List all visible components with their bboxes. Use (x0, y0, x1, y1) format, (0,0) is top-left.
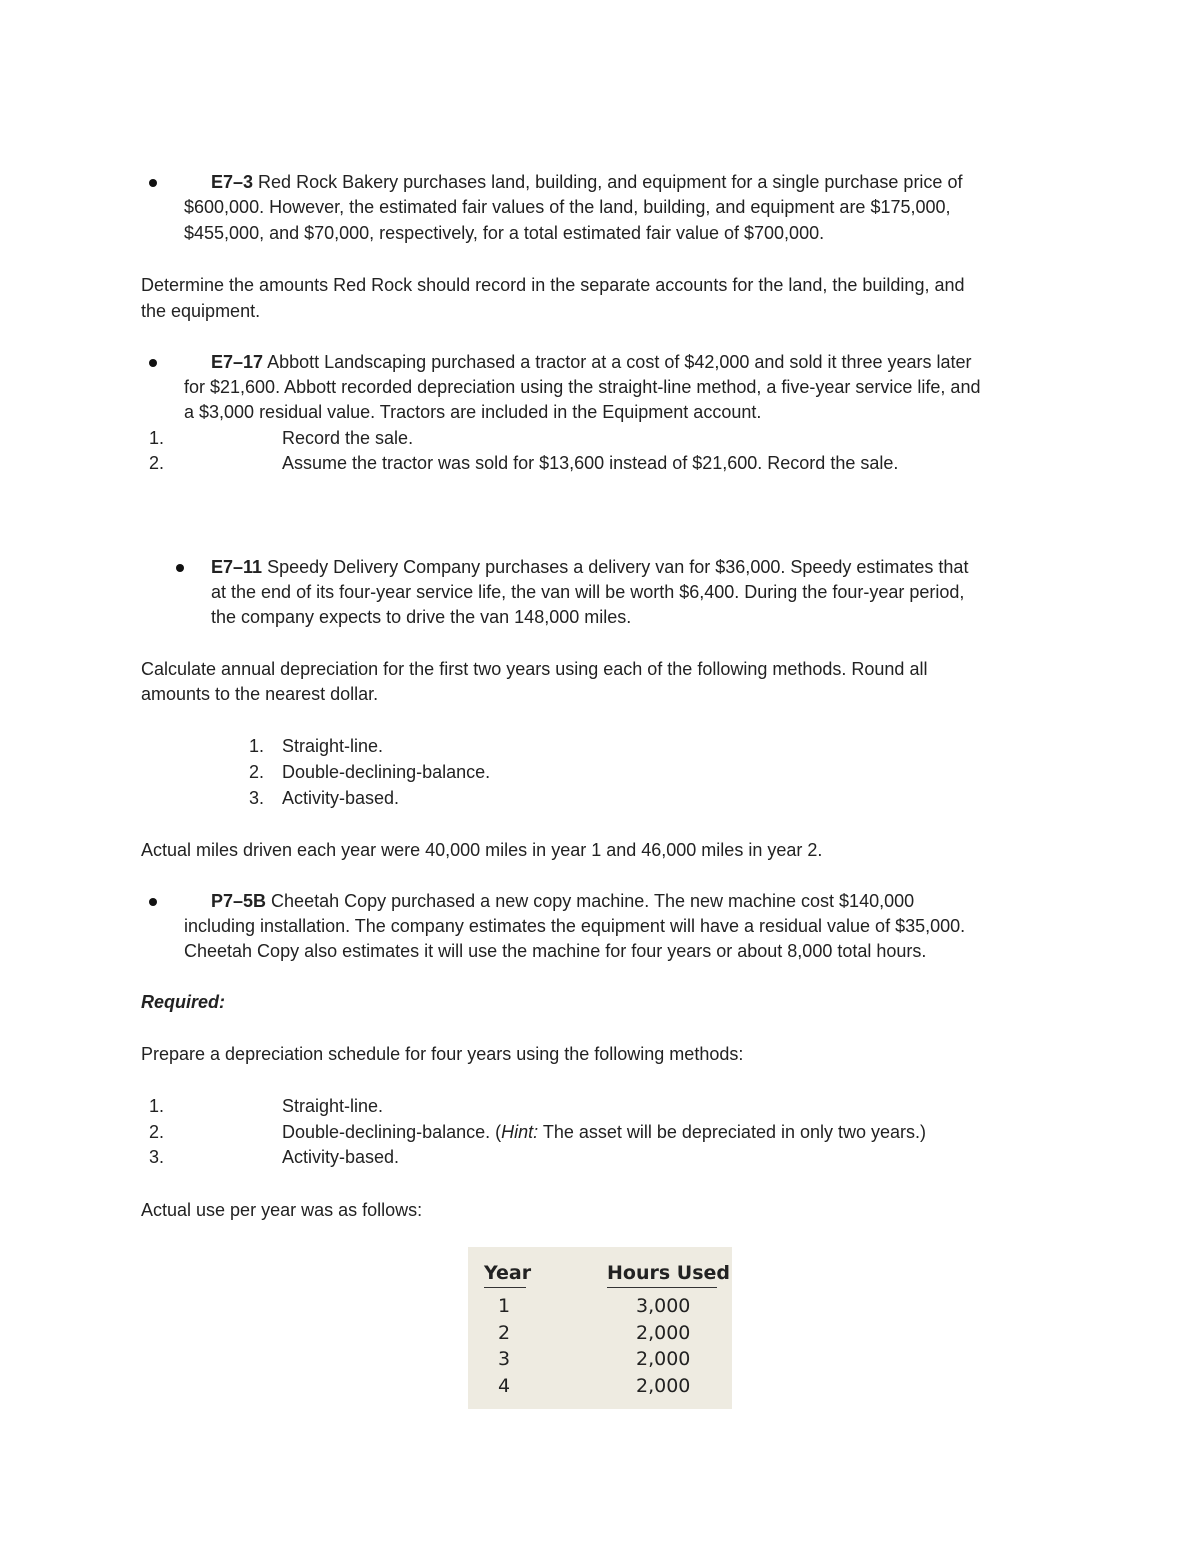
e7-11-text-1: Speedy Delivery Company purchases a delivery van for $36,000. Speedy estimates that (262, 557, 969, 577)
p7-5b-hint-label: Hint: (501, 1122, 539, 1142)
e7-11-item-2-text: Double-declining-balance. (282, 762, 491, 782)
e7-3-text-1: Red Rock Bakery purchases land, building, and equipment for a single purchase price of (253, 172, 963, 192)
bullet-e7-17 (149, 359, 157, 367)
p7-5b-item-1-text: Straight-line. (282, 1096, 384, 1116)
table-row-2-hours: 2,000 (636, 1322, 691, 1344)
p7-5b-line-3: Cheetah Copy also estimates it will use the machine for four years or about 8,000 total hours. (184, 941, 927, 961)
e7-17-line-1 (211, 350, 972, 375)
p7-5b-actual-use: Actual use per year was as follows: (141, 1200, 423, 1220)
e7-17-text-1: Abbott Landscaping purchased a tractor at a cost of $42,000 and sold it three years later (263, 352, 972, 372)
e7-11-actual-miles: Actual miles driven each year were 40,000 miles in year 1 and 46,000 miles in year 2. (141, 840, 823, 860)
table-row-3-year: 3 (498, 1348, 511, 1370)
table-header-hours-used: Hours Used (607, 1262, 730, 1284)
p7-5b-required-heading: Required: (141, 992, 226, 1012)
e7-11-line-2: at the end of its four-year service life, the van will be worth $6,400. During the four-year period, (211, 582, 965, 602)
table-row-1-year: 1 (498, 1295, 511, 1317)
p7-5b-code: P7–5B (211, 891, 267, 911)
p7-5b-item-2-text-before: Double-declining-balance. ( (282, 1122, 502, 1142)
e7-11-item-1-num: 1. (249, 736, 265, 756)
e7-11-item-2-num: 2. (249, 762, 265, 782)
e7-3-line-2: $600,000. However, the estimated fair values of the land, building, and equipment are $175,000, (184, 197, 951, 217)
e7-17-line-3: a $3,000 residual value. Tractors are included in the Equipment account. (184, 402, 762, 422)
e7-11-line-3: the company expects to drive the van 148,000 miles. (211, 607, 632, 627)
e7-11-item-3-text: Activity-based. (282, 788, 400, 808)
p7-5b-line-1 (211, 889, 914, 914)
e7-11-line-1 (211, 555, 968, 580)
e7-11-instruction-1: Calculate annual depreciation for the first two years using each of the following methods. Round all (141, 659, 928, 679)
e7-17-item-2-text: Assume the tractor was sold for $13,600 instead of $21,600. Record the sale. (282, 453, 899, 473)
bullet-p7-5b (149, 898, 157, 906)
e7-11-instruction-2: amounts to the nearest dollar. (141, 684, 379, 704)
e7-3-line-1 (211, 170, 962, 195)
p7-5b-line-2: including installation. The company estimates the equipment will have a residual value of $35,000. (184, 916, 966, 936)
e7-17-item-2-num: 2. (149, 453, 165, 473)
table-row-1-hours: 3,000 (636, 1295, 691, 1317)
e7-17-item-1-text: Record the sale. (282, 428, 414, 448)
p7-5b-text-1: Cheetah Copy purchased a new copy machine. The new machine cost $140,000 (266, 891, 915, 911)
e7-11-code: E7–11 (211, 557, 263, 577)
hours-used-table (468, 1247, 732, 1409)
e7-17-item-1-num: 1. (149, 428, 165, 448)
e7-3-instruction-2: the equipment. (141, 301, 261, 321)
e7-3-code: E7–3 (211, 172, 254, 192)
table-header-year-rule (484, 1287, 526, 1288)
bullet-e7-3 (149, 179, 157, 187)
p7-5b-item-2-text (282, 1120, 926, 1145)
e7-17-line-2: for $21,600. Abbott recorded depreciation using the straight-line method, a five-year service life, and (184, 377, 981, 397)
p7-5b-item-1-num: 1. (149, 1096, 165, 1116)
table-header-hours-rule (607, 1287, 717, 1288)
table-row-3-hours: 2,000 (636, 1348, 691, 1370)
table-header-year: Year (484, 1262, 532, 1284)
p7-5b-item-3-num: 3. (149, 1147, 165, 1167)
e7-3-instruction-1: Determine the amounts Red Rock should record in the separate accounts for the land, the building, and (141, 275, 965, 295)
bullet-e7-11 (176, 564, 184, 572)
p7-5b-instruction: Prepare a depreciation schedule for four years using the following methods: (141, 1044, 744, 1064)
e7-11-item-3-num: 3. (249, 788, 265, 808)
p7-5b-item-2-text-after: The asset will be depreciated in only two years.) (538, 1122, 927, 1142)
table-row-4-year: 4 (498, 1375, 511, 1397)
e7-11-item-1-text: Straight-line. (282, 736, 384, 756)
table-row-4-hours: 2,000 (636, 1375, 691, 1397)
p7-5b-item-3-text: Activity-based. (282, 1147, 400, 1167)
p7-5b-item-2-num: 2. (149, 1122, 165, 1142)
table-row-2-year: 2 (498, 1322, 511, 1344)
e7-3-line-3: $455,000, and $70,000, respectively, for a total estimated fair value of $700,000. (184, 223, 825, 243)
e7-17-code: E7–17 (211, 352, 264, 372)
